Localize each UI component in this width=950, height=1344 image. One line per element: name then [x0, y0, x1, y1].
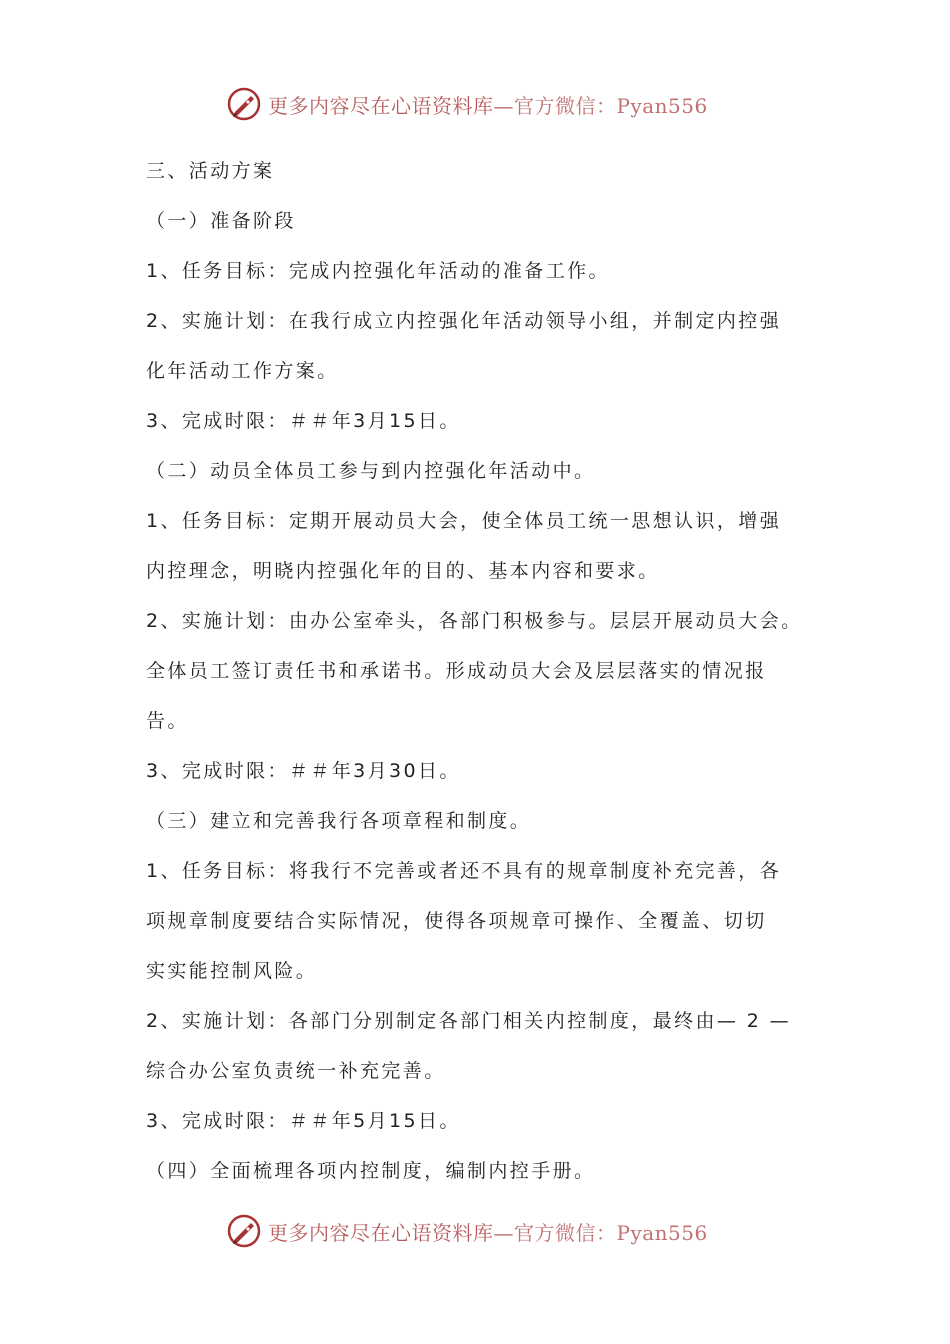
paragraph-line: 1、任务目标：定期开展动员大会，使全体员工统一思想认识，增强 — [146, 510, 782, 532]
paragraph-line: 项规章制度要结合实际情况，使得各项规章可操作、全覆盖、切切 — [146, 910, 767, 932]
paragraph-line: 实实能控制风险。 — [146, 960, 318, 982]
paragraph-line: 综合办公室负责统一补充完善。 — [146, 1060, 446, 1082]
document-body — [146, 146, 826, 1196]
paragraph-line: 告。 — [146, 710, 189, 732]
subsection-heading: （二）动员全体员工参与到内控强化年活动中。 — [146, 460, 596, 482]
watermark-header — [226, 84, 708, 124]
pen-logo-icon — [226, 86, 262, 122]
paragraph-line: 3、完成时限：＃＃年3月30日。 — [146, 760, 461, 782]
paragraph-line: 2、实施计划：各部门分别制定各部门相关内控制度，最终由— 2 — — [146, 1010, 792, 1032]
paragraph-line: 1、任务目标：将我行不完善或者还不具有的规章制度补充完善，各 — [146, 860, 782, 882]
subsection-heading: （三）建立和完善我行各项章程和制度。 — [146, 810, 532, 832]
paragraph-line: 全体员工签订责任书和承诺书。形成动员大会及层层落实的情况报 — [146, 660, 767, 682]
section-heading: 三、活动方案 — [146, 160, 275, 182]
paragraph-line: 1、任务目标：完成内控强化年活动的准备工作。 — [146, 260, 610, 282]
paragraph-line: 3、完成时限：＃＃年5月15日。 — [146, 1110, 461, 1132]
paragraph-line: 内控理念，明晓内控强化年的目的、基本内容和要求。 — [146, 560, 660, 582]
watermark-text: 更多内容尽在心语资料库—官方微信：Pyan556 — [268, 1220, 708, 1245]
paragraph-line: 3、完成时限：＃＃年3月15日。 — [146, 410, 461, 432]
paragraph-line: 2、实施计划：在我行成立内控强化年活动领导小组，并制定内控强 — [146, 310, 782, 332]
watermark-text: 更多内容尽在心语资料库—官方微信：Pyan556 — [268, 93, 708, 118]
subsection-heading: （四）全面梳理各项内控制度，编制内控手册。 — [146, 1160, 596, 1182]
paragraph-line: 2、实施计划：由办公室牵头，各部门积极参与。层层开展动员大会。 — [146, 610, 803, 632]
subsection-heading: （一）准备阶段 — [146, 210, 296, 232]
watermark-footer — [226, 1211, 708, 1251]
pen-logo-icon — [226, 1213, 262, 1249]
paragraph-line: 化年活动工作方案。 — [146, 360, 339, 382]
